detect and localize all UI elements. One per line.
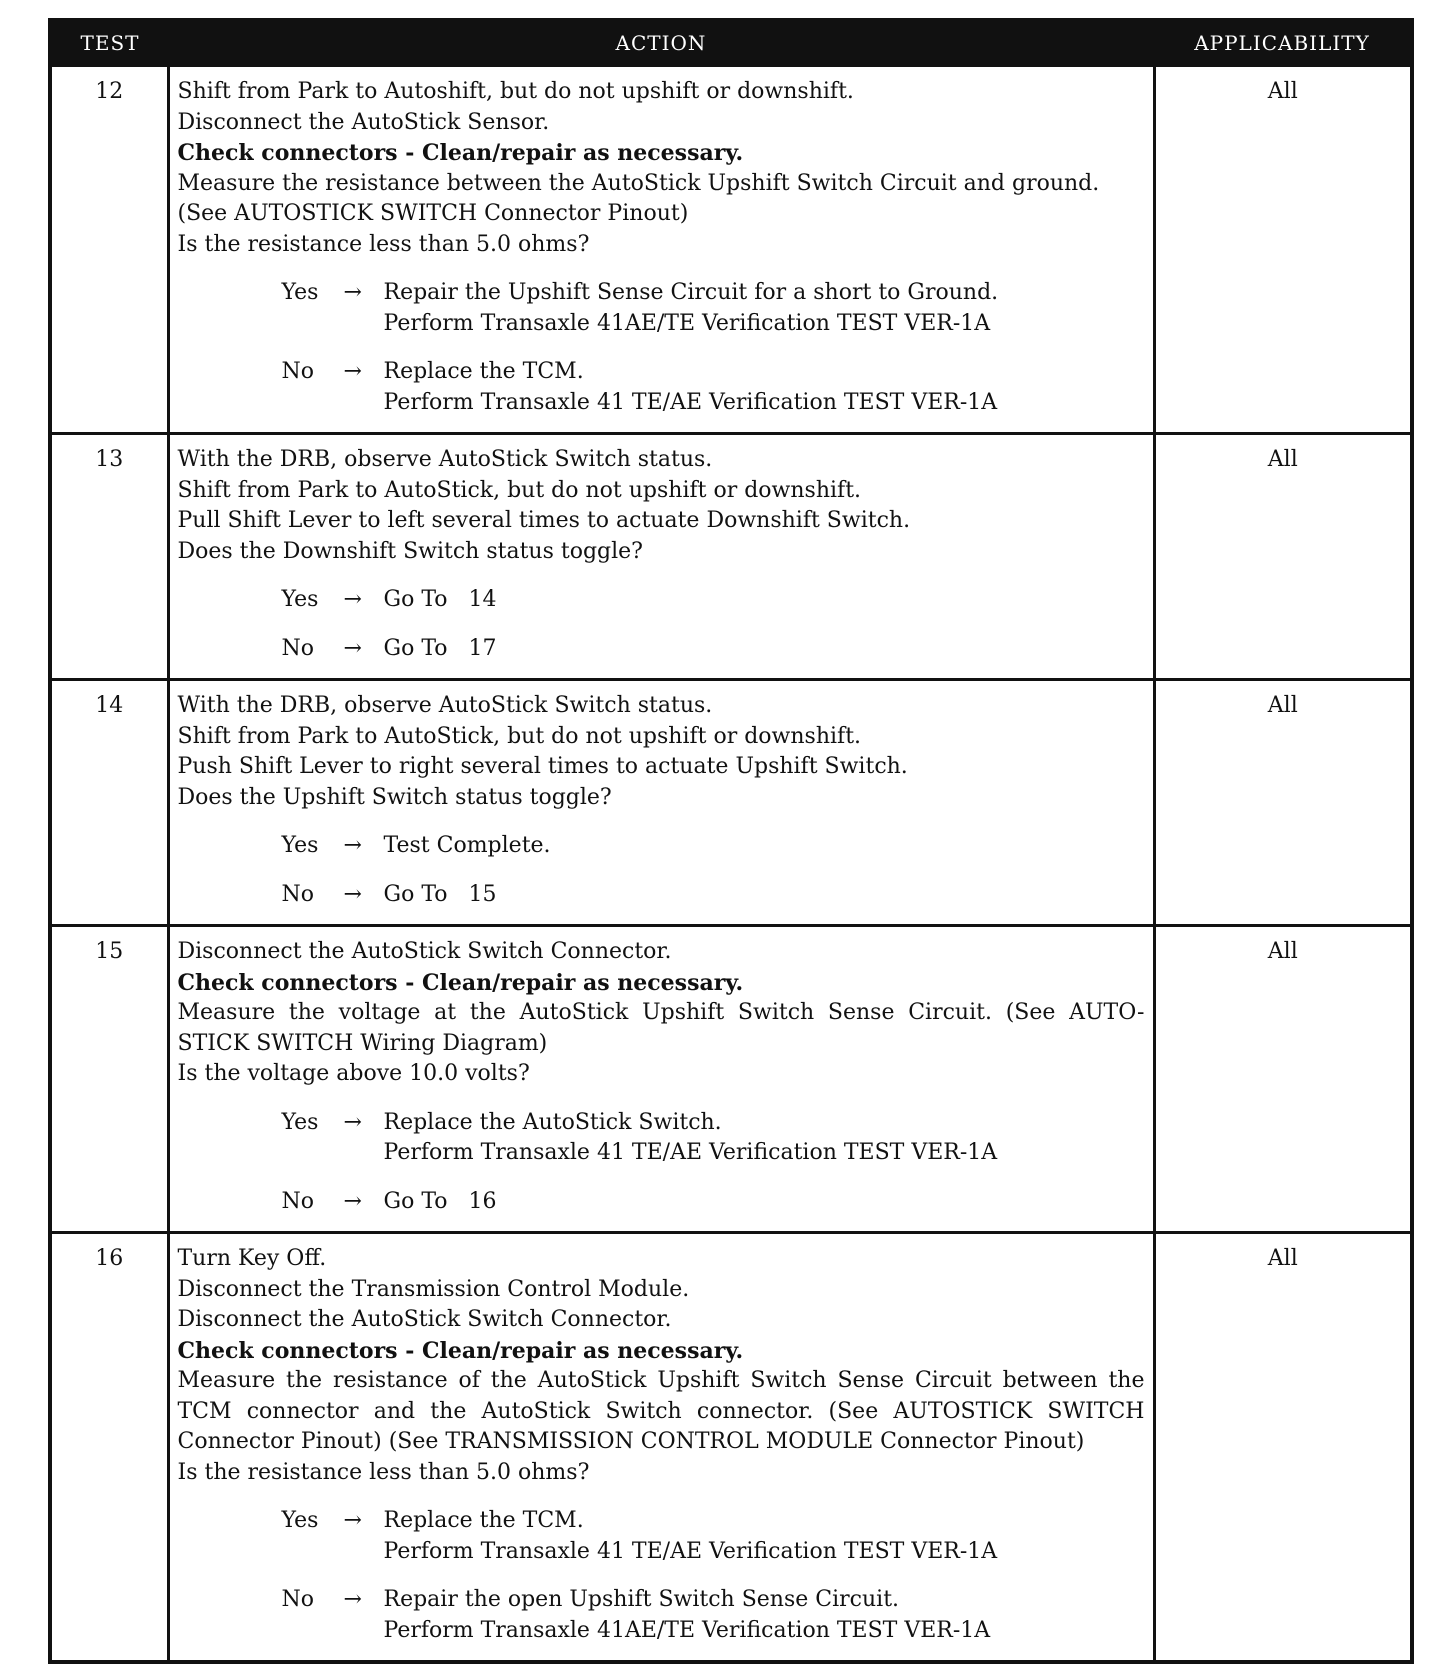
table-header xyxy=(50,20,1412,66)
action-instruction: Is the resistance less than 5.0 ohms? xyxy=(177,1459,590,1485)
result-answer: No xyxy=(281,881,314,907)
action-cell xyxy=(168,434,1154,680)
result-yes xyxy=(178,831,1145,862)
header-applicability: APPLICABILITY xyxy=(1154,20,1412,66)
applicability-value: All xyxy=(1154,926,1412,1233)
arrow-right-icon: → xyxy=(343,587,362,612)
table-row xyxy=(50,434,1412,680)
action-instruction: Disconnect the AutoStick Sensor. xyxy=(177,109,550,135)
diagnostic-table xyxy=(48,18,1414,1664)
result-label xyxy=(178,278,384,339)
applicability-value: All xyxy=(1154,1233,1412,1663)
action-instruction: Shift from Park to AutoStick, but do not upshift or downshift. xyxy=(177,477,862,503)
result-line: Repair the Upshift Sense Circuit for a short to Ground. xyxy=(383,280,999,305)
arrow-right-icon: → xyxy=(343,1188,362,1214)
applicability-value: All xyxy=(1154,66,1412,434)
applicability-value: All xyxy=(1154,434,1412,680)
table-row xyxy=(50,66,1412,434)
action-instruction: Measure the resistance of the AutoStick Upshift Switch Sense Circuit between the xyxy=(177,1368,1145,1393)
result-label xyxy=(178,1187,384,1218)
result-list xyxy=(178,585,1145,664)
header-row xyxy=(50,20,1412,66)
result-label xyxy=(178,1585,384,1646)
result-line: Test Complete. xyxy=(383,833,551,858)
action-instruction: Is the resistance less than 5.0 ohms? xyxy=(177,231,590,257)
result-label xyxy=(178,880,384,911)
result-no xyxy=(178,1187,1145,1218)
action-instruction: Does the Upshift Switch status toggle? xyxy=(177,784,612,810)
action-cell xyxy=(168,66,1154,434)
arrow-right-icon: → xyxy=(343,1508,362,1533)
action-instruction: Does the Downshift Switch status toggle? xyxy=(177,538,643,564)
test-number: 15 xyxy=(50,926,168,1233)
result-label xyxy=(178,357,384,418)
result-text xyxy=(384,585,1145,616)
test-number: 13 xyxy=(50,434,168,680)
result-answer: Yes xyxy=(281,1109,319,1135)
result-yes xyxy=(178,585,1145,616)
table-row xyxy=(50,680,1412,926)
result-no xyxy=(178,357,1145,418)
action-instruction: Disconnect the AutoStick Switch Connector. xyxy=(177,1307,672,1332)
result-label xyxy=(178,1108,384,1169)
result-text xyxy=(384,634,1145,665)
result-text xyxy=(384,357,1145,418)
result-no xyxy=(178,880,1145,911)
result-list xyxy=(178,278,1145,418)
result-text xyxy=(384,1187,1145,1218)
result-list xyxy=(178,831,1145,910)
action-instruction: With the DRB, observe AutoStick Switch status. xyxy=(177,447,713,472)
result-text xyxy=(384,1585,1145,1646)
arrow-right-icon: → xyxy=(343,359,362,384)
result-text xyxy=(384,831,1145,862)
arrow-right-icon: → xyxy=(343,833,362,858)
result-label xyxy=(178,831,384,862)
action-instruction: Measure the resistance between the AutoStick Upshift Switch Circuit and ground. xyxy=(177,170,1100,196)
arrow-right-icon: → xyxy=(343,881,362,907)
document-page xyxy=(48,18,1410,1664)
result-answer: No xyxy=(281,1587,314,1612)
arrow-right-icon: → xyxy=(343,1587,362,1612)
result-line: Go To 16 xyxy=(383,1188,497,1214)
action-instruction: Shift from Park to AutoStick, but do not upshift or downshift. xyxy=(177,723,862,749)
action-instruction: Pull Shift Lever to left several times to actuate Downshift Switch. xyxy=(177,508,911,533)
arrow-right-icon: → xyxy=(343,280,362,305)
result-yes xyxy=(178,1506,1145,1567)
result-line: Perform Transaxle 41 TE/AE Verification TEST VER-1A xyxy=(383,389,998,415)
result-text xyxy=(384,1506,1145,1567)
table-row xyxy=(50,926,1412,1233)
action-instruction: Push Shift Lever to right several times to actuate Upshift Switch. xyxy=(177,754,908,779)
action-instruction-bold: Check connectors - Clean/repair as necessary. xyxy=(177,140,744,166)
result-yes xyxy=(178,278,1145,339)
header-action: ACTION xyxy=(168,20,1154,66)
result-line: Replace the TCM. xyxy=(383,1508,584,1533)
table-body xyxy=(50,66,1412,1663)
action-instruction: Disconnect the Transmission Control Module. xyxy=(177,1276,690,1302)
result-label xyxy=(178,634,384,665)
result-yes xyxy=(178,1108,1145,1169)
action-cell xyxy=(168,680,1154,926)
action-instruction: STICK SWITCH Wiring Diagram) xyxy=(177,1030,548,1056)
result-no xyxy=(178,634,1145,665)
result-answer: No xyxy=(281,1188,314,1214)
result-answer: No xyxy=(281,635,314,661)
result-text xyxy=(384,1108,1145,1169)
result-label xyxy=(178,1506,384,1567)
action-instruction: Disconnect the AutoStick Switch Connector. xyxy=(177,939,672,964)
action-instruction: With the DRB, observe AutoStick Switch status. xyxy=(177,693,713,718)
result-line: Go To 15 xyxy=(383,881,497,907)
action-instruction-bold: Check connectors - Clean/repair as necessary. xyxy=(177,1337,744,1364)
result-answer: Yes xyxy=(281,1508,319,1533)
action-instruction: Connector Pinout) (See TRANSMISSION CONTROL MODULE Connector Pinout) xyxy=(177,1429,1085,1454)
result-answer: No xyxy=(281,359,314,384)
action-instruction: Turn Key Off. xyxy=(177,1246,327,1271)
result-label xyxy=(178,585,384,616)
result-no xyxy=(178,1585,1145,1646)
action-instruction: Is the voltage above 10.0 volts? xyxy=(177,1061,530,1086)
table-row xyxy=(50,1233,1412,1663)
arrow-right-icon: → xyxy=(343,635,362,661)
arrow-right-icon: → xyxy=(343,1109,362,1135)
result-line: Replace the AutoStick Switch. xyxy=(383,1109,722,1135)
test-number: 14 xyxy=(50,680,168,926)
header-test: TEST xyxy=(50,20,168,66)
test-number: 16 xyxy=(50,1233,168,1663)
result-line: Repair the open Upshift Switch Sense Circuit. xyxy=(383,1587,900,1612)
action-cell xyxy=(168,926,1154,1233)
result-text xyxy=(384,880,1145,911)
action-instruction: Measure the voltage at the AutoStick Upshift Switch Sense Circuit. (See AUTO- xyxy=(177,1000,1145,1025)
result-answer: Yes xyxy=(281,280,319,305)
action-instruction: TCM connector and the AutoStick Switch connector. (See AUTOSTICK SWITCH xyxy=(177,1398,1145,1424)
result-line: Perform Transaxle 41AE/TE Verification TEST VER-1A xyxy=(383,1617,991,1643)
result-line: Perform Transaxle 41 TE/AE Verification TEST VER-1A xyxy=(383,1538,998,1564)
result-answer: Yes xyxy=(281,833,319,858)
test-number: 12 xyxy=(50,66,168,434)
action-instruction: Shift from Park to Autoshift, but do not upshift or downshift. xyxy=(177,79,854,104)
result-line: Go To 14 xyxy=(383,587,497,612)
result-line: Replace the TCM. xyxy=(383,359,584,384)
result-line: Perform Transaxle 41 TE/AE Verification TEST VER-1A xyxy=(383,1140,998,1165)
result-text xyxy=(384,278,1145,339)
action-instruction: (See AUTOSTICK SWITCH Connector Pinout) xyxy=(177,201,689,226)
action-cell xyxy=(168,1233,1154,1663)
result-list xyxy=(178,1506,1145,1646)
applicability-value: All xyxy=(1154,680,1412,926)
result-line: Go To 17 xyxy=(383,635,497,661)
result-answer: Yes xyxy=(281,587,319,612)
result-list xyxy=(178,1108,1145,1218)
result-line: Perform Transaxle 41AE/TE Verification TEST VER-1A xyxy=(383,310,991,336)
action-instruction-bold: Check connectors - Clean/repair as necessary. xyxy=(177,969,744,996)
